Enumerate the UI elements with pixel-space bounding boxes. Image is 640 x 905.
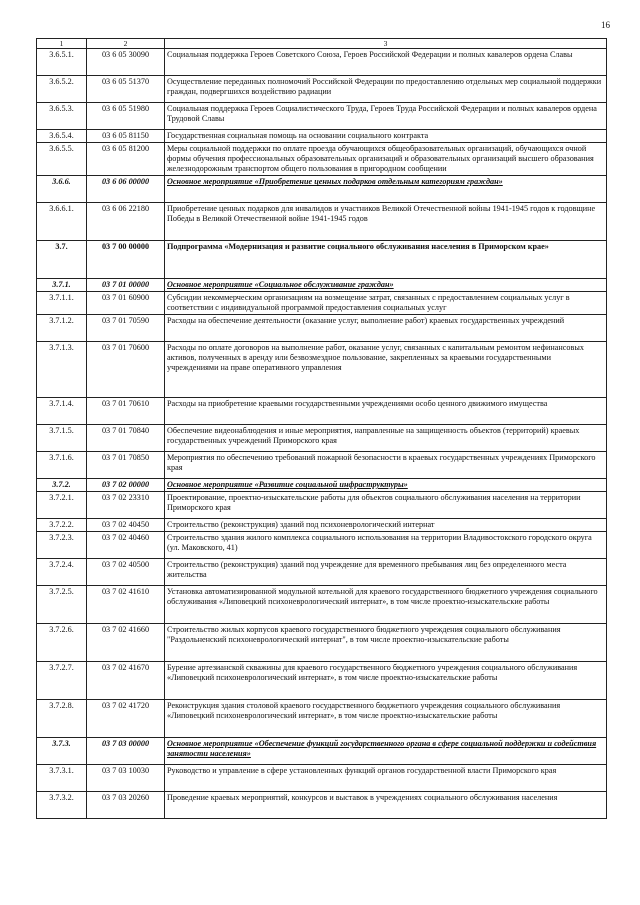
- row-number-cell: 3.7.1.4.: [37, 398, 87, 425]
- description-cell: Строительство здания жилого комплекса социального использования на территории Владивостокского городского округа (ул. Маковского, 41): [165, 532, 607, 559]
- description-cell: Подпрограмма «Модернизация и развитие социального обслуживания населения в Приморском крае»: [165, 241, 607, 279]
- row-number-cell: 3.6.5.3.: [37, 103, 87, 130]
- budget-code-cell: 03 6 05 30090: [87, 49, 165, 76]
- row-number-cell: 3.6.5.4.: [37, 130, 87, 143]
- row-number-cell: 3.7.2.3.: [37, 532, 87, 559]
- budget-code-cell: 03 7 02 40500: [87, 559, 165, 586]
- description-cell: Бурение артезианской скважины для краевого государственного бюджетного учреждения социального обслуживания «Липовецкий психоневрологический интернат», в том числе проектно-изыскательские работы: [165, 662, 607, 700]
- budget-code-cell: 03 7 02 41720: [87, 700, 165, 738]
- row-number-cell: 3.7.2.2.: [37, 519, 87, 532]
- table-row: [37, 452, 607, 479]
- row-number-cell: 3.7.1.6.: [37, 452, 87, 479]
- column-header-3: 3: [165, 39, 607, 49]
- table-row: [37, 103, 607, 130]
- budget-code-cell: 03 7 02 41660: [87, 624, 165, 662]
- description-cell: Государственная социальная помощь на основании социального контракта: [165, 130, 607, 143]
- budget-code-cell: 03 6 05 81150: [87, 130, 165, 143]
- row-number-cell: 3.6.5.1.: [37, 49, 87, 76]
- budget-code-cell: 03 7 02 41610: [87, 586, 165, 624]
- table-row: [37, 624, 607, 662]
- budget-code-cell: 03 6 05 51980: [87, 103, 165, 130]
- table-row: [37, 700, 607, 738]
- table-row: [37, 492, 607, 519]
- budget-code-cell: 03 7 01 70600: [87, 342, 165, 398]
- description-cell: Осуществление переданных полномочий Российской Федерации по предоставлению отдельных мер социальной поддержки граждан, подвергшихся воздействию радиации: [165, 76, 607, 103]
- budget-code-cell: 03 7 02 41670: [87, 662, 165, 700]
- budget-code-cell: 03 7 03 10030: [87, 765, 165, 792]
- table-row: [37, 765, 607, 792]
- row-number-cell: 3.7.3.: [37, 738, 87, 765]
- row-number-cell: 3.7.1.3.: [37, 342, 87, 398]
- row-number-cell: 3.7.2.5.: [37, 586, 87, 624]
- row-number-cell: 3.7.2.4.: [37, 559, 87, 586]
- row-number-cell: 3.6.5.5.: [37, 143, 87, 176]
- budget-classification-table: [36, 38, 607, 819]
- table-row: [37, 279, 607, 292]
- page-number: 16: [601, 20, 610, 30]
- description-cell: Социальная поддержка Героев Социалистического Труда, Героев Труда Российской Федерации и полных кавалеров ордена Трудовой Славы: [165, 103, 607, 130]
- budget-code-cell: 03 7 00 00000: [87, 241, 165, 279]
- description-cell: Основное мероприятие «Социальное обслуживание граждан»: [165, 279, 607, 292]
- description-cell: Субсидии некоммерческим организациям на возмещение затрат, связанных с предоставлением социальных услуг в соответствии с индивидуальной программой предоставления социальных услуг: [165, 292, 607, 315]
- row-number-cell: 3.7.1.: [37, 279, 87, 292]
- description-cell: Основное мероприятие «Приобретение ценных подарков отдельным категориям граждан»: [165, 176, 607, 203]
- row-number-cell: 3.7.2.8.: [37, 700, 87, 738]
- budget-code-cell: 03 7 01 70840: [87, 425, 165, 452]
- description-cell: Социальная поддержка Героев Советского Союза, Героев Российской Федерации и полных кавалеров ордена Славы: [165, 49, 607, 76]
- budget-code-cell: 03 6 06 00000: [87, 176, 165, 203]
- row-number-cell: 3.7.2.1.: [37, 492, 87, 519]
- row-number-cell: 3.6.6.: [37, 176, 87, 203]
- budget-code-cell: 03 7 01 70610: [87, 398, 165, 425]
- table-row: [37, 586, 607, 624]
- budget-code-cell: 03 7 02 00000: [87, 479, 165, 492]
- row-number-cell: 3.7.: [37, 241, 87, 279]
- table-row: [37, 479, 607, 492]
- budget-code-cell: 03 7 01 70590: [87, 315, 165, 342]
- row-number-cell: 3.7.2.6.: [37, 624, 87, 662]
- column-header-2: 2: [87, 39, 165, 49]
- description-cell: Установка автоматизированной модульной котельной для краевого государственного бюджетного учреждения социального обслуживания «Липовецкий психоневрологический интернат», в том числе проектно-изыскательские работы: [165, 586, 607, 624]
- column-header-1: 1: [37, 39, 87, 49]
- description-cell: Реконструкция здания столовой краевого государственного бюджетного учреждения социального обслуживания «Липовецкий психоневрологический интернат», в том числе проектно-изыскательские работы: [165, 700, 607, 738]
- budget-code-cell: 03 7 02 40450: [87, 519, 165, 532]
- budget-code-cell: 03 7 03 20260: [87, 792, 165, 819]
- budget-code-cell: 03 7 01 70850: [87, 452, 165, 479]
- description-cell: Расходы на обеспечение деятельности (оказание услуг, выполнение работ) краевых государственных учреждений: [165, 315, 607, 342]
- budget-code-cell: 03 7 01 60900: [87, 292, 165, 315]
- budget-code-cell: 03 7 01 00000: [87, 279, 165, 292]
- description-cell: Строительство (реконструкция) зданий под психоневрологический интернат: [165, 519, 607, 532]
- description-cell: Мероприятия по обеспечению требований пожарной безопасности в краевых государственных учреждениях Приморского края: [165, 452, 607, 479]
- table-header-row: [37, 39, 607, 49]
- description-cell: Проектирование, проектно-изыскательские работы для объектов социального обслуживания населения на территории Приморского края: [165, 492, 607, 519]
- table-row: [37, 292, 607, 315]
- description-cell: Расходы на приобретение краевыми государственными учреждениями особо ценного движимого имущества: [165, 398, 607, 425]
- table-row: [37, 176, 607, 203]
- row-number-cell: 3.6.5.2.: [37, 76, 87, 103]
- table-row: [37, 203, 607, 241]
- table-row: [37, 76, 607, 103]
- table-row: [37, 519, 607, 532]
- table-row: [37, 130, 607, 143]
- table-row: [37, 241, 607, 279]
- description-cell: Строительство жилых корпусов краевого государственного бюджетного учреждения социального обслуживания "Раздольненский психоневрологический интернат", в том числе проектно-изыскательские работы: [165, 624, 607, 662]
- table-row: [37, 342, 607, 398]
- budget-code-cell: 03 6 05 81200: [87, 143, 165, 176]
- description-cell: Расходы по оплате договоров на выполнение работ, оказание услуг, связанных с капитальным ремонтом нефинансовых активов, полученных в аренду или безвозмездное пользование, закрепленных за краевыми государственными учреждениями на праве оперативного управления: [165, 342, 607, 398]
- description-cell: Проведение краевых мероприятий, конкурсов и выставок в учреждениях социального обслуживания населения: [165, 792, 607, 819]
- row-number-cell: 3.7.1.5.: [37, 425, 87, 452]
- table-row: [37, 662, 607, 700]
- table-row: [37, 315, 607, 342]
- description-cell: Строительство (реконструкция) зданий под учреждение для временного пребывания лиц без определенного места жительства: [165, 559, 607, 586]
- row-number-cell: 3.6.6.1.: [37, 203, 87, 241]
- budget-code-cell: 03 7 02 23310: [87, 492, 165, 519]
- table-row: [37, 398, 607, 425]
- table-row: [37, 792, 607, 819]
- row-number-cell: 3.7.3.1.: [37, 765, 87, 792]
- row-number-cell: 3.7.2.7.: [37, 662, 87, 700]
- row-number-cell: 3.7.1.2.: [37, 315, 87, 342]
- table-row: [37, 425, 607, 452]
- description-cell: Меры социальной поддержки по оплате проезда обучающихся общеобразовательных организаций, обучающихся очной формы обучения профессиональных образовательных организаций и образовательных организаций высшего образования железнодорожным транспортом общего пользования в пригородном сообщении: [165, 143, 607, 176]
- description-cell: Приобретение ценных подарков для инвалидов и участников Великой Отечественной войны 1941-1945 годов к годовщине Победы в Великой Отечественной войне 1941-1945 годов: [165, 203, 607, 241]
- description-cell: Руководство и управление в сфере установленных функций органов государственной власти Приморского края: [165, 765, 607, 792]
- row-number-cell: 3.7.1.1.: [37, 292, 87, 315]
- table-body: [37, 49, 607, 819]
- budget-code-cell: 03 6 06 22180: [87, 203, 165, 241]
- row-number-cell: 3.7.3.2.: [37, 792, 87, 819]
- table-row: [37, 143, 607, 176]
- table-row: [37, 559, 607, 586]
- row-number-cell: 3.7.2.: [37, 479, 87, 492]
- table-row: [37, 738, 607, 765]
- budget-code-cell: 03 7 02 40460: [87, 532, 165, 559]
- description-cell: Основное мероприятие «Обеспечение функций государственного органа в сфере социальной поддержки и содействия занятости населения»: [165, 738, 607, 765]
- budget-code-cell: 03 6 05 51370: [87, 76, 165, 103]
- budget-code-cell: 03 7 03 00000: [87, 738, 165, 765]
- table-row: [37, 532, 607, 559]
- description-cell: Обеспечение видеонаблюдения и иные мероприятия, направленные на защищенность объектов (территорий) краевых государственных учреждений Приморского края: [165, 425, 607, 452]
- description-cell: Основное мероприятие «Развитие социальной инфраструктуры»: [165, 479, 607, 492]
- table-row: [37, 49, 607, 76]
